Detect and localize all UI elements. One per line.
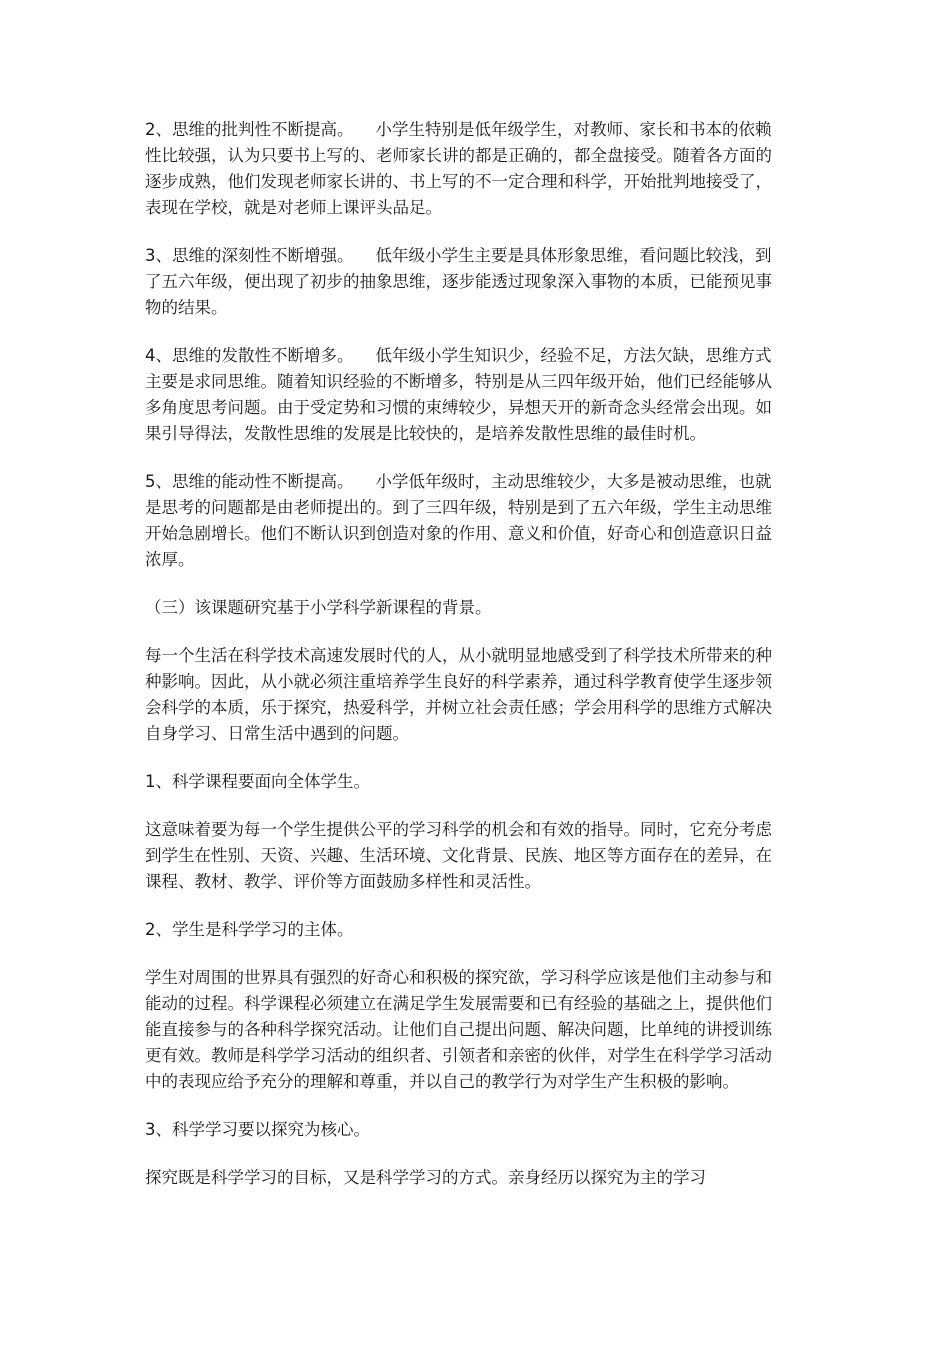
paragraph-heading: 3、思维的深刻性不断增强。 <box>145 246 354 265</box>
subheading-all-students <box>145 769 775 795</box>
paragraph-text: 每一个生活在科学技术高速发展时代的人，从小就明显地感受到了科学技术所带来的种种影响。因此，从小就必须注重培养学生良好的科学素养，通过科学教育使学生逐步领会科学的本质，乐于探究，热爱科学，并树立社会责任感；学会用科学的思维方式解决自身学习、日常生活中遇到的问题。 <box>145 646 772 743</box>
paragraph-critical-thinking <box>145 117 775 221</box>
paragraph-inquiry-goal <box>145 1165 775 1191</box>
subheading: 2、学生是科学学习的主体。 <box>145 920 354 939</box>
subheading: 3、科学学习要以探究为核心。 <box>145 1120 370 1139</box>
section-heading-new-curriculum <box>145 595 775 621</box>
paragraph-deep-thinking <box>145 243 775 321</box>
paragraph-divergent-thinking <box>145 343 775 447</box>
paragraph-text: 低年级小学生主要是具体形象思维，看问题比较浅，到了五六年级，便出现了初步的抽象思维，逐步能透过现象深入事物的本质，已能预见事物的结果。 <box>145 246 772 317</box>
section-heading: （三）该课题研究基于小学科学新课程的背景。 <box>145 598 492 617</box>
paragraph-heading: 5、思维的能动性不断提高。 <box>145 472 354 491</box>
subheading-student-subject <box>145 917 775 943</box>
paragraph-text: 小学生特别是低年级学生，对教师、家长和书本的依赖性比较强，认为只要书上写的、老师家长讲的都是正确的，都全盘接受。随着各方面的逐步成熟，他们发现老师家长讲的、书上写的不一定合理和科学，开始批判地接受了，表现在学校，就是对老师上课评头品足。 <box>145 120 772 217</box>
subheading: 1、科学课程要面向全体学生。 <box>145 772 370 791</box>
paragraph-active-thinking <box>145 469 775 573</box>
paragraph-text: 这意味着要为每一个学生提供公平的学习科学的机会和有效的指导。同时，它充分考虑到学生在性别、天资、兴趣、生活环境、文化背景、民族、地区等方面存在的差异，在课程、教材、教学、评价等方面鼓励多样性和灵活性。 <box>145 820 772 891</box>
subheading-inquiry-core <box>145 1117 775 1143</box>
paragraph-heading: 2、思维的批判性不断提高。 <box>145 120 354 139</box>
paragraph-text: 探究既是科学学习的目标，又是科学学习的方式。亲身经历以探究为主的学习 <box>145 1168 706 1187</box>
paragraph-fair-opportunity <box>145 817 775 895</box>
paragraph-text: 低年级小学生知识少，经验不足，方法欠缺，思维方式主要是求同思维。随着知识经验的不断增多，特别是从三四年级开始，他们已经能够从多角度思考问题。由于受定势和习惯的束缚较少，异想天开的新奇念头经常会出现。如果引导得法，发散性思维的发展是比较快的，是培养发散性思维的最佳时机。 <box>145 346 772 443</box>
document-body <box>145 117 775 1213</box>
paragraph-heading: 4、思维的发散性不断增多。 <box>145 346 354 365</box>
paragraph-student-curiosity <box>145 965 775 1095</box>
paragraph-science-literacy <box>145 643 775 747</box>
paragraph-text: 学生对周围的世界具有强烈的好奇心和积极的探究欲，学习科学应该是他们主动参与和能动的过程。科学课程必须建立在满足学生发展需要和已有经验的基础之上，提供他们能直接参与的各种科学探究活动。让他们自己提出问题、解决问题，比单纯的讲授训练更有效。教师是科学学习活动的组织者、引领者和亲密的伙伴，对学生在科学学习活动中的表现应给予充分的理解和尊重，并以自己的教学行为对学生产生积极的影响。 <box>145 968 772 1091</box>
paragraph-text: 小学低年级时，主动思维较少，大多是被动思维，也就是思考的问题都是由老师提出的。到了三四年级，特别是到了五六年级，学生主动思维开始急剧增长。他们不断认识到创造对象的作用、意义和价值，好奇心和创造意识日益浓厚。 <box>145 472 772 569</box>
